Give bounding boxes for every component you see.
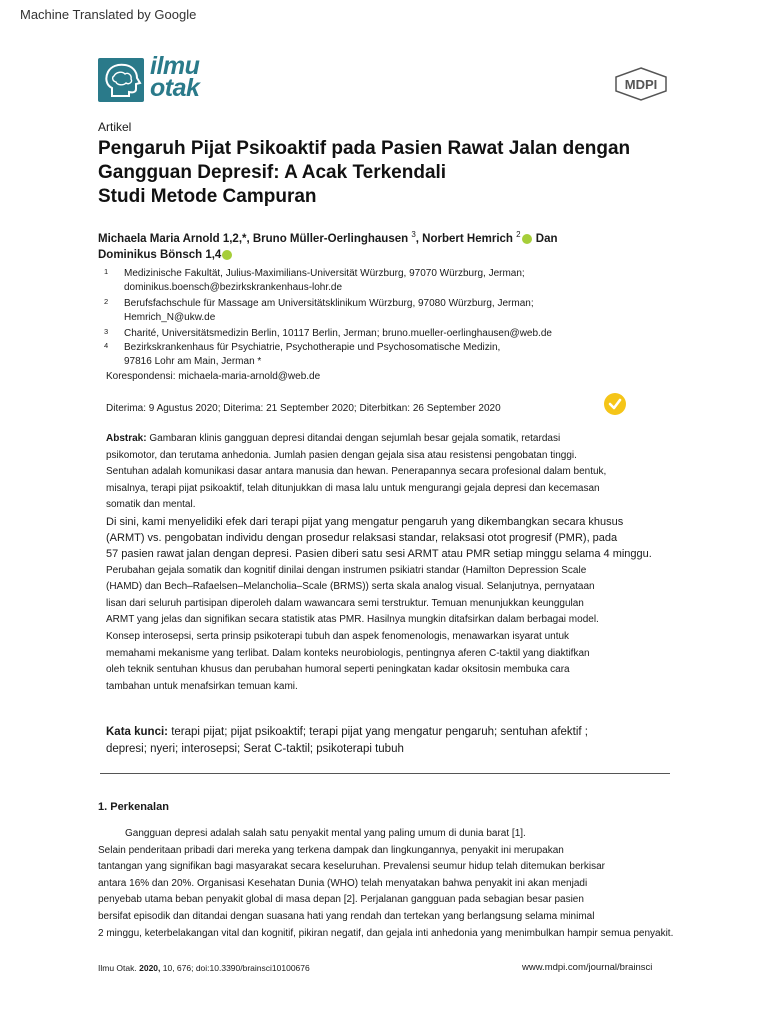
abstract-line: Perubahan gejala somatik dan kognitif dinilai dengan instrumen psikiatri standar (Hamilton Depression Scale: [106, 564, 587, 576]
keywords: [106, 724, 666, 758]
publication-dates: Diterima: 9 Agustus 2020; Diterima: 21 September 2020; Diterbitkan: 26 September 2020: [106, 403, 501, 414]
journal-logo-text: [150, 52, 200, 102]
affiliation-text: Berufsfachschule für Massage am Universitätsklinikum Würzburg, 97080 Würzburg, Jerman;: [124, 298, 534, 309]
journal-url-link[interactable]: www.mdpi.com/journal/brainsci: [522, 962, 653, 973]
body-line: Selain penderitaan pribadi dari mereka yang terkena dampak dan lingkungannya, penyakit ini merupakan: [98, 844, 564, 856]
journal-logo-line1: ilmu: [150, 52, 200, 80]
title-line: Gangguan Depresif: A Acak Terkendali: [98, 162, 447, 183]
orcid-icon[interactable]: [222, 250, 232, 260]
journal-logo-line2: otak: [150, 74, 200, 102]
abstract-line: memahami mekanisme yang terlibat. Dalam konteks neurobiologis, pentingnya aferen C-taktil yang diaktifkan: [106, 647, 590, 659]
author-name: , Norbert Hemrich: [415, 232, 513, 245]
abstract-line: oleh teknik sentuhan khusus dan perubahan humoral seperti peningkatan kadar oksitosin membuka cara: [106, 664, 570, 676]
abstract-line: ARMT yang jelas dan signifikan secara statistik atas PMR. Hasilnya mungkin ditafsirkan dalam berbagai model.: [106, 614, 599, 626]
author-list: [98, 227, 658, 263]
abstract-line: misalnya, terapi pijat psikoaktif, telah ditunjukkan di masa lalu untuk mengurangi gejala depresi dan kecemasan: [106, 482, 600, 494]
affiliation-text: dominikus.boensch@bezirkskrankenhaus-lohr.de: [124, 281, 343, 293]
abstract-line: (ARMT) vs. pengobatan individu dengan prosedur relaksasi standar, relaksasi otot progresif (PMR), pada: [106, 532, 618, 545]
author-group: Michaela Maria Arnold 1,2,*, Bruno Müller-Oerlinghausen: [98, 232, 409, 245]
keywords-line: depresi; nyeri; interosepsi; Serat C-taktil; psikoterapi tubuh: [106, 743, 404, 755]
conjunction: Dan: [535, 232, 558, 245]
affiliation: [104, 341, 664, 368]
abstract-line: Gambaran klinis gangguan depresi ditandai dengan sejumlah besar gejala somatik, retardasi: [146, 433, 561, 444]
abstract-line: tambahan untuk menafsirkan temuan kami.: [106, 680, 298, 692]
mdpi-logo-text: MDPI: [624, 77, 658, 92]
affiliation-text: Medizinische Fakultät, Julius-Maximilians-Universität Würzburg, 97070 Würzburg, Jerman;: [124, 268, 525, 279]
affiliation: [104, 297, 664, 324]
article-type: Artikel: [98, 120, 132, 134]
abstract-line: 57 pasien rawat jalan dengan depresi. Pasien diberi satu sesi ARMT atau PMR setiap minggu selama 4 minggu.: [106, 548, 652, 561]
body-line: Gangguan depresi adalah salah satu penyakit mental yang paling umum di dunia barat [1].: [125, 828, 526, 839]
abstract-line: lisan dari seluruh partisipan diperoleh dalam wawancara semi terstruktur. Temuan menunjukkan keunggulan: [106, 597, 584, 609]
affiliation-text: 97816 Lohr am Main, Jerman *: [124, 355, 262, 367]
author-superscript: 3: [411, 230, 416, 239]
abstract-line: Konsep interosepsi, serta prinsip psikoterapi tubuh dan aspek fenomenologis, menawarkan isyarat untuk: [106, 630, 570, 642]
abstract-line: Di sini, kami menyelidiki efek dari terapi pijat yang mengatur pengaruh yang dikembangkan secara khusus: [106, 515, 624, 528]
translation-banner: Machine Translated by Google: [20, 7, 197, 22]
citation-footer: [98, 963, 310, 973]
check-for-updates-icon[interactable]: [604, 393, 626, 415]
orcid-icon[interactable]: [522, 234, 532, 244]
body-line: tantangan yang signifikan bagi masyarakat secara keseluruhan. Prevalensi seumur hidup telah ditemukan berkisar: [98, 861, 605, 873]
affiliation-text: Hemrich_N@ukw.de: [124, 311, 216, 323]
abstract-line: somatik dan mental.: [106, 499, 196, 511]
author-superscript: 2: [516, 230, 521, 239]
correspondence: Korespondensi: michaela-maria-arnold@web.de: [106, 371, 321, 382]
body-line: penyebab utama beban penyakit global di masa depan [2]. Perjalanan gangguan pada sebagian besar pasien: [98, 894, 584, 906]
affiliation: [104, 267, 664, 294]
abstract-label: Abstrak:: [106, 433, 147, 444]
affiliation-number: 4: [104, 341, 109, 350]
body-line: antara 16% dan 20%. Organisasi Kesehatan Dunia (WHO) telah menyatakan bahwa penyakit ini akan menjadi: [98, 877, 588, 889]
affiliation-text: Bezirkskrankenhaus für Psychiatrie, Psychotherapie und Psychosomatische Medizin,: [124, 342, 501, 353]
title-line: Pengaruh Pijat Psikoaktif pada Pasien Rawat Jalan dengan: [98, 138, 631, 159]
body-line: bersifat episodik dan ditandai dengan suasana hati yang rendah dan tertekan yang berlangsung selama minimal: [98, 910, 595, 922]
affiliation-number: 2: [104, 297, 109, 306]
keywords-line: terapi pijat; pijat psikoaktif; terapi pijat yang mengatur pengaruh; sentuhan afektif ;: [168, 726, 589, 738]
affiliation: [104, 327, 664, 341]
affiliation-text: Charité, Universitätsmedizin Berlin, 10117 Berlin, Jerman; bruno.mueller-oerlinghausen@web.de: [124, 328, 552, 339]
affiliation-number: 3: [104, 327, 109, 336]
author-name: Dominikus Bönsch 1,4: [98, 248, 222, 261]
title-line: Studi Metode Campuran: [98, 186, 317, 207]
citation-year: 2020,: [139, 963, 161, 973]
divider: [100, 773, 670, 774]
mdpi-logo: [614, 67, 668, 101]
article-title: [98, 137, 708, 209]
section-body: [98, 826, 758, 942]
citation-journal: Ilmu Otak.: [98, 963, 137, 973]
affiliation-number: 1: [104, 267, 109, 276]
abstract-line: psikomotor, dan terutama anhedonia. Jumlah pasien dengan gejala sisa atau resistensi pengobatan tinggi.: [106, 449, 577, 461]
keywords-label: Kata kunci:: [106, 726, 168, 738]
brain-head-logo-icon: [98, 58, 144, 102]
citation-details: 10, 676; doi:10.3390/brainsci10100676: [160, 963, 310, 973]
section-heading: 1. Perkenalan: [98, 801, 169, 813]
body-line: 2 minggu, keterbelakangan vital dan kognitif, pikiran negatif, dan gejala inti anhedonia yang menimbulkan hampir semua penyakit.: [98, 927, 674, 939]
abstract: [106, 431, 692, 695]
abstract-line: Sentuhan adalah komunikasi dasar antara manusia dan hewan. Penerapannya secara profesional dalam bentuk,: [106, 466, 607, 478]
abstract-line: (HAMD) dan Bech–Rafaelsen–Melancholia–Scale (BRMS)) serta skala analog visual. Selanjutnya, pernyataan: [106, 581, 595, 593]
